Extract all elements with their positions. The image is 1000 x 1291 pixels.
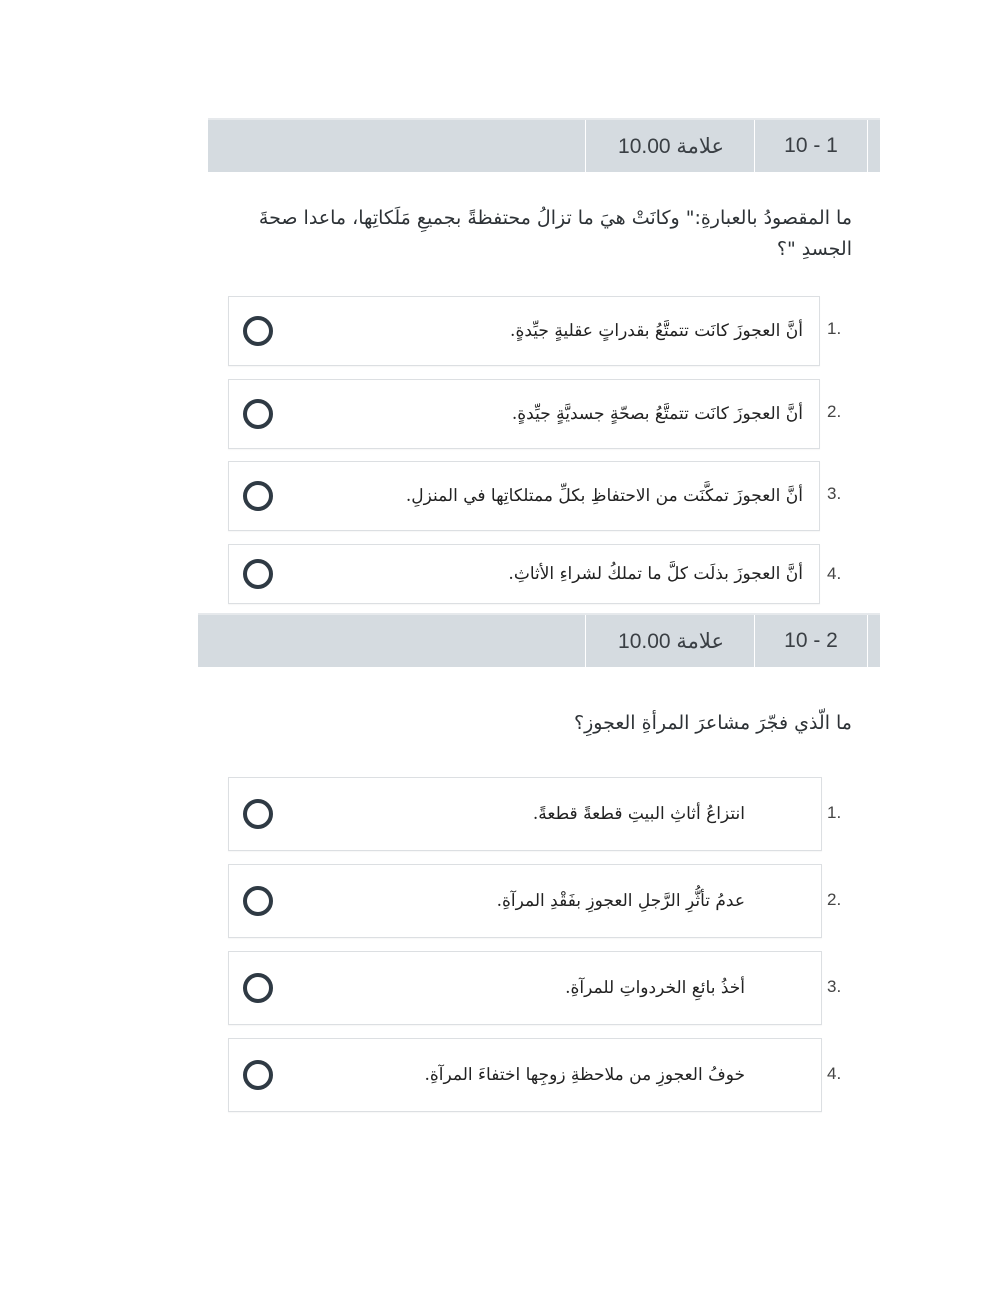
option-label: انتزاعُ أثاثِ البيتِ قطعةً قطعةً.: [532, 804, 745, 824]
option-number: 3.: [827, 484, 842, 503]
option-number: 1.: [827, 803, 842, 822]
radio-button-icon[interactable]: [243, 973, 273, 1003]
answer-option-1-2[interactable]: [228, 379, 820, 449]
answer-option-1-3[interactable]: [228, 461, 820, 531]
radio-button-icon[interactable]: [243, 799, 273, 829]
option-number: 1.: [827, 319, 842, 338]
question-number: 10 - 1: [754, 120, 868, 172]
option-label: أنَّ العجوزَ كانَت تتمتَّعُ بقدراتٍ عقليةٍ جيِّدةٍ.: [510, 321, 803, 341]
question-2-text: ما الّذي فجّرَ مشاعرَ المرأةِ العجوزِ؟: [574, 712, 852, 734]
question-2-header: [198, 613, 880, 667]
option-number: 3.: [827, 977, 842, 996]
option-number: 4.: [827, 564, 842, 583]
option-label: خوفُ العجوزِ من ملاحظةِ زوجِها اختفاءَ المرآةِ.: [424, 1065, 745, 1085]
answer-option-1-4[interactable]: [228, 544, 820, 604]
question-1-text: ما المقصودُ بالعبارةِ:" وكانَتْ هيَ ما تزالُ محتفظةً بجميعِ مَلَكاتِها، ماعدا صحةَ الجسدِ "؟: [258, 207, 852, 260]
radio-button-icon[interactable]: [243, 481, 273, 511]
question-mark: 10.00 علامة: [585, 615, 756, 667]
option-label: أنَّ العجوزَ بذلَت كلَّ ما تملكُ لشراءِ الأثاثِ.: [508, 564, 803, 584]
question-1-header: [208, 118, 880, 172]
question-number: 10 - 2: [754, 615, 868, 667]
answer-option-2-3[interactable]: [228, 951, 822, 1025]
answer-option-2-1[interactable]: [228, 777, 822, 851]
option-number: 4.: [827, 1064, 842, 1083]
radio-button-icon[interactable]: [243, 1060, 273, 1090]
radio-button-icon[interactable]: [243, 316, 273, 346]
option-label: أنَّ العجوزَ تمكَّنَت من الاحتفاظِ بكلِّ ممتلكاتِها في المنزلِ.: [405, 486, 803, 506]
answer-option-2-2[interactable]: [228, 864, 822, 938]
option-label: أخذُ بائعِ الخردواتِ للمرآةِ.: [565, 978, 745, 998]
radio-button-icon[interactable]: [243, 399, 273, 429]
radio-button-icon[interactable]: [243, 559, 273, 589]
question-mark: 10.00 علامة: [585, 120, 756, 172]
radio-button-icon[interactable]: [243, 886, 273, 916]
option-label: أنَّ العجوزَ كانَت تتمتَّعُ بصحّةٍ جسديَّةٍ جيِّدةٍ.: [511, 404, 803, 424]
option-label: عدمُ تأثُّرِ الرَّجلِ العجوزِ بفَقْدِ المرآةِ.: [496, 891, 745, 911]
answer-option-1-1[interactable]: [228, 296, 820, 366]
answer-option-2-4[interactable]: [228, 1038, 822, 1112]
option-number: 2.: [827, 402, 842, 421]
option-number: 2.: [827, 890, 842, 909]
